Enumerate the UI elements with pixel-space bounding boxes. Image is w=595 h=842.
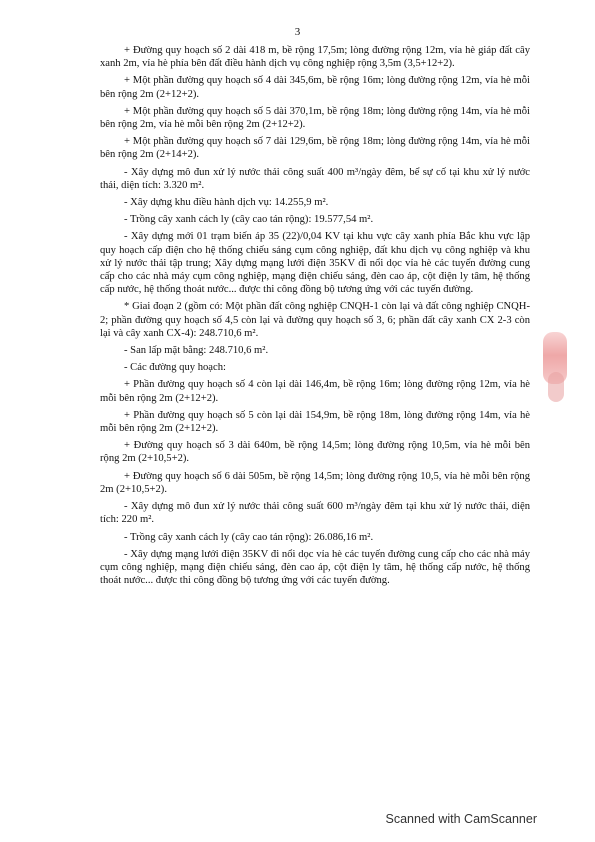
paragraph: + Một phần đường quy hoạch số 7 dài 129,6m, bề rộng 18m; lòng đường rộng 14m, vỉa hè mỗi bên rộng 2m (2+14+2). xyxy=(100,136,530,161)
paragraph: - Xây dựng mạng lưới điện 35KV đi nổi dọc vỉa hè các tuyến đường cung cấp cho các nhà máy cụm công nghiệp, mạng điện chiếu sáng, đèn cao áp, cột điện ly tâm, hệ thống cấp nước, hệ thống thoát nước... được thi công đồng bộ tương ứng với các tuyến đường. xyxy=(100,548,530,587)
paragraph: + Một phần đường quy hoạch số 4 dài 345,6m, bề rộng 16m; lòng đường rộng 12m, vỉa hè mỗi bên rộng 2m (2+12+2). xyxy=(100,75,530,100)
paragraph: - Xây dựng mô đun xử lý nước thải công suất 400 m³/ngày đêm, bể sự cố tại khu xử lý nước thải, diện tích: 3.320 m². xyxy=(100,166,530,191)
paragraph: - Các đường quy hoạch: xyxy=(124,362,226,374)
document-body xyxy=(100,44,530,591)
paragraph: + Phần đường quy hoạch số 5 còn lại dài 154,9m, bề rộng 18m, lòng đường rộng 14m, vỉa hè mỗi bên rộng 2m (2+12+2). xyxy=(100,409,530,435)
paragraph: - Trồng cây xanh cách ly (cây cao tán rộng): 26.086,16 m². xyxy=(124,531,374,543)
paragraph: - Xây dựng mới 01 trạm biến áp 35 (22)/0,04 KV tại khu vực cây xanh phía Bắc khu vực lập quy hoạch cấp điện cho hệ thống chiếu sáng cụm công nghiệp, đất khu dịch vụ công nghiệp và khu xử lý nước thải tập trung; Xây dựng mạng lưới điện 35KV đi nổi dọc vỉa hè các tuyến đường cung cấp cho các nhà máy cụm công nghiệp, mạng điện chiếu sáng, đèn cao áp, cột điện ly tâm, hệ thống cấp nước, hệ thống thoát nước... được thi công đồng bộ tương ứng với các tuyến đường. xyxy=(100,231,530,296)
paragraph: * Giai đoạn 2 (gồm có: Một phần đất công nghiệp CNQH-1 còn lại và đất công nghiệp CNQH-2; phần đường quy hoạch số 4,5 còn lại và đường quy hoạch số 3, 6; phần đất cây xanh CX 2-3 còn lại và cây xanh CX-4): 248.710,6 m². xyxy=(100,301,530,339)
page-number: 3 xyxy=(294,26,301,38)
red-seal-stamp-icon xyxy=(548,372,564,402)
paragraph: + Đường quy hoạch số 2 dài 418 m, bề rộng 17,5m; lòng đường rộng 12m, vỉa hè giáp đất cây xanh 2m, vỉa hè phía bên đất điều hành dịch vụ công nghiệp rộng 3,5m (3,5+12+2). xyxy=(100,45,530,70)
paragraph: + Đường quy hoạch số 6 dài 505m, bề rộng 14,5m; lòng đường rộng 10,5, vỉa hè mỗi bên rộng 2m (2+10,5+2). xyxy=(100,470,530,495)
paragraph: - San lấp mặt bằng: 248.710,6 m². xyxy=(124,345,269,357)
paragraph: - Xây dựng mô đun xử lý nước thải công suất 600 m³/ngày đêm tại khu xử lý nước thải, diện tích: 220 m². xyxy=(100,501,530,526)
paragraph: - Trồng cây xanh cách ly (cây cao tán rộng): 19.577,54 m². xyxy=(124,214,374,226)
paragraph: + Phần đường quy hoạch số 4 còn lại dài 146,4m, bề rộng 16m; lòng đường rộng 12m, vỉa hè mỗi bên rộng 2m (2+12+2). xyxy=(100,379,530,404)
paragraph: + Đường quy hoạch số 3 dài 640m, bề rộng 14,5m; lòng đường rộng 10,5m, vỉa hè mỗi bên rộng 2m (2+10,5+2). xyxy=(100,440,530,465)
paragraph: - Xây dựng khu điều hành dịch vụ: 14.255,9 m². xyxy=(124,197,329,209)
paragraph: + Một phần đường quy hoạch số 5 dài 370,1m, bề rộng 18m; lòng đường rộng 14m, vỉa hè mỗi bên rộng 2m, vỉa hè mỗi bên rộng 2m (2+12+2). xyxy=(100,105,530,131)
scanner-watermark: Scanned with CamScanner xyxy=(385,812,537,826)
